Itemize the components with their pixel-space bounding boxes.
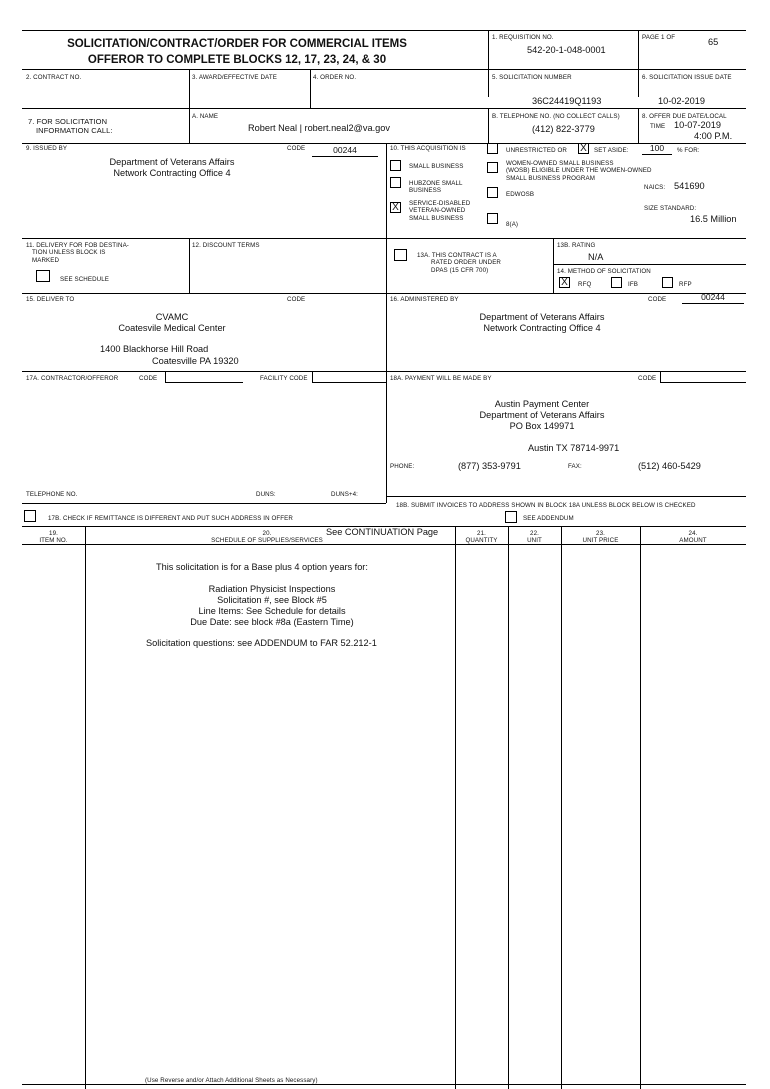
rfq-label: RFQ (578, 281, 592, 288)
edwosb-label: EDWOSB (506, 191, 535, 198)
payment-label: 18A. PAYMENT WILL BE MADE BY (390, 375, 492, 382)
delivery-label: 11. DELIVERY FOR FOB DESTINA- TION UNLESS BLOCK IS MARKED (26, 242, 129, 264)
col-item-header: 19. ITEM NO. (39, 530, 68, 545)
payment-phone: (877) 353-9791 (458, 461, 521, 471)
col-quantity-header: 21. QUANTITY (465, 530, 498, 545)
schedule-text-1: This solicitation is for a Base plus 4 option years for: (156, 562, 368, 572)
order-no-label: 4. ORDER NO. (313, 74, 357, 81)
payment-code-label: CODE (638, 375, 657, 382)
contract-no-label: 2. CONTRACT NO. (26, 74, 82, 81)
remittance-label: 17B. CHECK IF REMITTANCE IS DIFFERENT AND PUT SUCH ADDRESS IN OFFER (48, 515, 293, 522)
unrestricted-label: UNRESTRICTED OR (506, 147, 567, 154)
solicitation-number-label: 5. SOLICITATION NUMBER (492, 74, 572, 81)
schedule-text-5: Due Date: see block #8a (Eastern Time) (190, 617, 354, 627)
sdvosb-label: SERVICE-DISABLED VETERAN-OWNED SMALL BUSINESS (409, 200, 471, 222)
telephone-label-17: TELEPHONE NO. (26, 491, 78, 498)
see-schedule-label: SEE SCHEDULE (60, 276, 109, 283)
contractor-code-label: CODE (139, 375, 158, 382)
administered-line1: Department of Veterans Affairs (479, 312, 605, 322)
discount-terms-label: 12. DISCOUNT TERMS (192, 242, 260, 249)
lower-final (22, 0, 746, 1024)
percent-for-label: % FOR: (677, 147, 700, 154)
page-count: 65 (708, 37, 719, 47)
issued-by-line1: Department of Veterans Affairs (109, 157, 235, 167)
issue-date: 10-02-2019 (658, 96, 705, 106)
wosb-label: WOMEN-OWNED SMALL BUSINESS (WOSB) ELIGIBLE UNDER THE WOMEN-OWNED SMALL BUSINESS PROGRAM (506, 160, 652, 182)
small-business-label: SMALL BUSINESS (409, 163, 464, 170)
administered-by-label: 16. ADMINISTERED BY (390, 296, 459, 303)
administered-code: 00244 (682, 293, 744, 304)
payment-line2: Department of Veterans Affairs (479, 410, 605, 420)
8a-label: 8(A) (506, 221, 519, 228)
rfp-label: RFP (679, 281, 692, 288)
administered-code-label: CODE (648, 296, 667, 303)
administered-line2: Network Contracting Office 4 (483, 323, 601, 333)
ifb-label: IFB (628, 281, 638, 288)
offer-due-label: 8. OFFER DUE DATE/LOCAL (642, 113, 727, 120)
award-date-label: 3. AWARD/EFFECTIVE DATE (192, 74, 277, 81)
solicitation-number: 36C24419Q1193 (532, 96, 602, 106)
acquisition-label: 10. THIS ACQUISITION IS (390, 145, 466, 152)
facility-code-label: FACILITY CODE (260, 375, 308, 382)
rating-value: N/A (588, 252, 604, 262)
payment-fax-label: FAX: (568, 463, 582, 470)
form-title: SOLICITATION/CONTRACT/ORDER FOR COMMERCIAL ITEMS OFFEROR TO COMPLETE BLOCKS 12, 17, 23, 24, & 30 (67, 38, 407, 66)
telephone-label: B. TELEPHONE NO. (NO COLLECT CALLS) (492, 113, 620, 120)
schedule-text-3: Solicitation #, see Block #5 (217, 595, 327, 605)
reverse-note: (Use Reverse and/or Attach Additional Sheets as Necessary) (145, 1077, 318, 1084)
continuation-note: See CONTINUATION Page (326, 527, 439, 537)
issued-by-line2: Network Contracting Office 4 (113, 168, 231, 178)
time-label: TIME (650, 123, 666, 130)
payment-line1: Austin Payment Center (494, 399, 590, 409)
deliver-to-line3: 1400 Blackhorse Hill Road (100, 344, 209, 354)
payment-fax: (512) 460-5429 (638, 461, 701, 471)
method-label: 14. METHOD OF SOLICITATION (557, 268, 651, 275)
offer-due-date: 10-07-2019 (674, 120, 721, 130)
deliver-to-label: 15. DELIVER TO (26, 296, 75, 303)
col-unit-header: 22. UNIT (527, 530, 542, 545)
contact-name: Robert Neal | robert.neal2@va.gov (248, 123, 390, 133)
deliver-to-line2: Coatesvile Medical Center (118, 323, 226, 333)
info-call-label: 7. FOR SOLICITATION INFORMATION CALL: (28, 117, 113, 135)
contractor-label: 17A. CONTRACTOR/OFFEROR (26, 375, 119, 382)
issue-date-label: 6. SOLICITATION ISSUE DATE (642, 74, 732, 81)
size-standard-label: SIZE STANDARD: (644, 205, 697, 212)
page-label: PAGE 1 OF (642, 34, 676, 41)
issued-by-label: 9. ISSUED BY (26, 145, 68, 152)
col-schedule-header: 20. SCHEDULE OF SUPPLIES/SERVICES (211, 530, 323, 545)
payment-line3: PO Box 149971 (509, 421, 575, 431)
issued-by-code-label: CODE (287, 145, 306, 152)
requisition-number: 542-20-1-048-0001 (527, 45, 606, 55)
naics-label: NAICS: (644, 184, 666, 191)
name-label: A. NAME (192, 113, 219, 120)
col-amount-header: 24. AMOUNT (679, 530, 707, 545)
set-aside-checkbox[interactable]: X (578, 143, 589, 154)
deliver-to-line4: Coatesville PA 19320 (152, 356, 239, 366)
duns4-label: DUNS+4: (331, 491, 359, 498)
rfq-checkbox[interactable]: X (559, 277, 570, 288)
contact-phone: (412) 822-3779 (532, 124, 595, 134)
deliver-to-code-label: CODE (287, 296, 306, 303)
sdvosb-checkbox[interactable]: X (390, 202, 401, 213)
requisition-label: 1. REQUISITION NO. (492, 34, 554, 41)
schedule-text-2: Radiation Physicist Inspections (208, 584, 336, 594)
duns-label: DUNS: (256, 491, 276, 498)
submit-invoices-label: 18B. SUBMIT INVOICES TO ADDRESS SHOWN IN BLOCK 18A UNLESS BLOCK BELOW IS CHECKED (396, 502, 696, 509)
deliver-to-line1: CVAMC (155, 312, 189, 322)
hubzone-label: HUBZONE SMALL BUSINESS (409, 180, 463, 195)
schedule-text-6: Solicitation questions: see ADDENDUM to FAR 52.212-1 (146, 638, 377, 648)
rating-label: 13B. RATING (557, 242, 596, 249)
see-addendum-label: SEE ADDENDUM (523, 515, 574, 522)
offer-due-time: 4:00 P.M. (694, 131, 733, 141)
set-aside-label: SET ASIDE: (594, 147, 629, 154)
payment-phone-label: PHONE: (390, 463, 415, 470)
set-aside-percent: 100 (642, 144, 672, 155)
payment-line4: Austin TX 78714-9971 (528, 443, 620, 453)
rated-order-label: 13A. THIS CONTRACT IS A RATED ORDER UNDER DPAS (15 CFR 700) (417, 252, 501, 274)
schedule-text-4: Line Items: See Schedule for details (198, 606, 346, 616)
col-unit-price-header: 23. UNIT PRICE (582, 530, 619, 545)
size-standard: 16.5 Million (690, 214, 737, 224)
issued-by-code: 00244 (312, 146, 378, 157)
naics-code: 541690 (674, 181, 705, 191)
